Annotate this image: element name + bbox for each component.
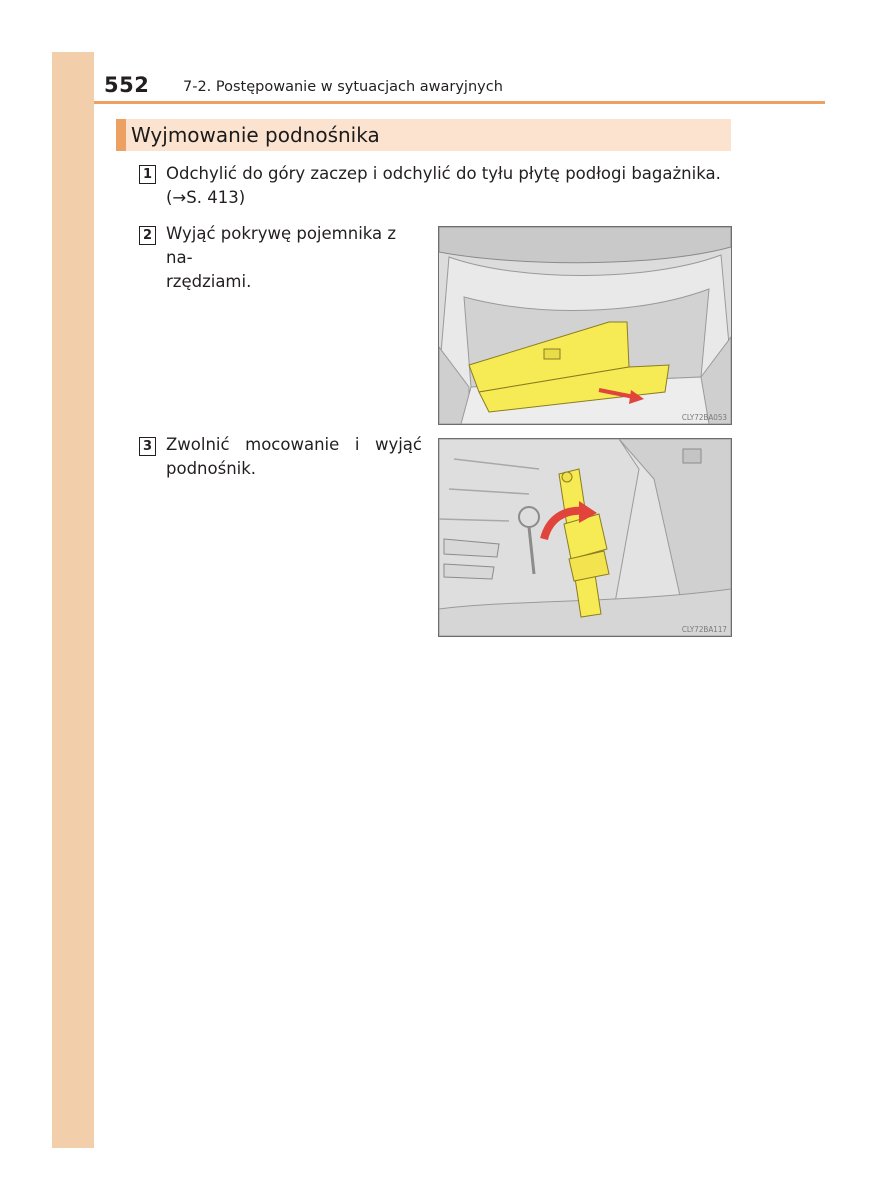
figure-trunk-tool-cover bbox=[438, 226, 732, 425]
step-3-number: 3 bbox=[139, 437, 156, 456]
section-path: 7-2. Postępowanie w sytuacjach awaryjnych bbox=[183, 79, 503, 95]
jack-illustration bbox=[439, 439, 731, 636]
step-3-line-2: podnośnik. bbox=[166, 459, 257, 478]
step-1-line-1: Odchylić do góry zaczep i odchylić do tyłu płytę podłogi bagażnika. bbox=[166, 164, 721, 183]
step-2-number: 2 bbox=[139, 226, 156, 245]
figure-jack-removal bbox=[438, 438, 732, 637]
step-1-line-2: (→S. 413) bbox=[166, 188, 246, 207]
step-2-line-1: Wyjąć pokrywę pojemnika z na- bbox=[166, 224, 397, 267]
step-1-number: 1 bbox=[139, 165, 156, 184]
step-3-text bbox=[166, 433, 422, 481]
figure-1-code: CLY72BA053 bbox=[681, 413, 727, 422]
step-2-text bbox=[166, 222, 424, 294]
step-2-line-2: rzędziami. bbox=[166, 272, 252, 291]
side-thumb-strip bbox=[52, 52, 94, 1148]
step-3-line-1: Zwolnić mocowanie i wyjąć bbox=[166, 435, 422, 454]
section-heading-bar bbox=[116, 119, 731, 151]
step-1-text bbox=[166, 162, 731, 210]
header-rule bbox=[94, 101, 825, 104]
page-number: 552 bbox=[104, 73, 150, 97]
section-title: Wyjmowanie podnośnika bbox=[131, 123, 380, 147]
figure-2-code: CLY72BA117 bbox=[681, 625, 727, 634]
section-heading-accent bbox=[116, 119, 126, 151]
trunk-illustration bbox=[439, 227, 731, 424]
